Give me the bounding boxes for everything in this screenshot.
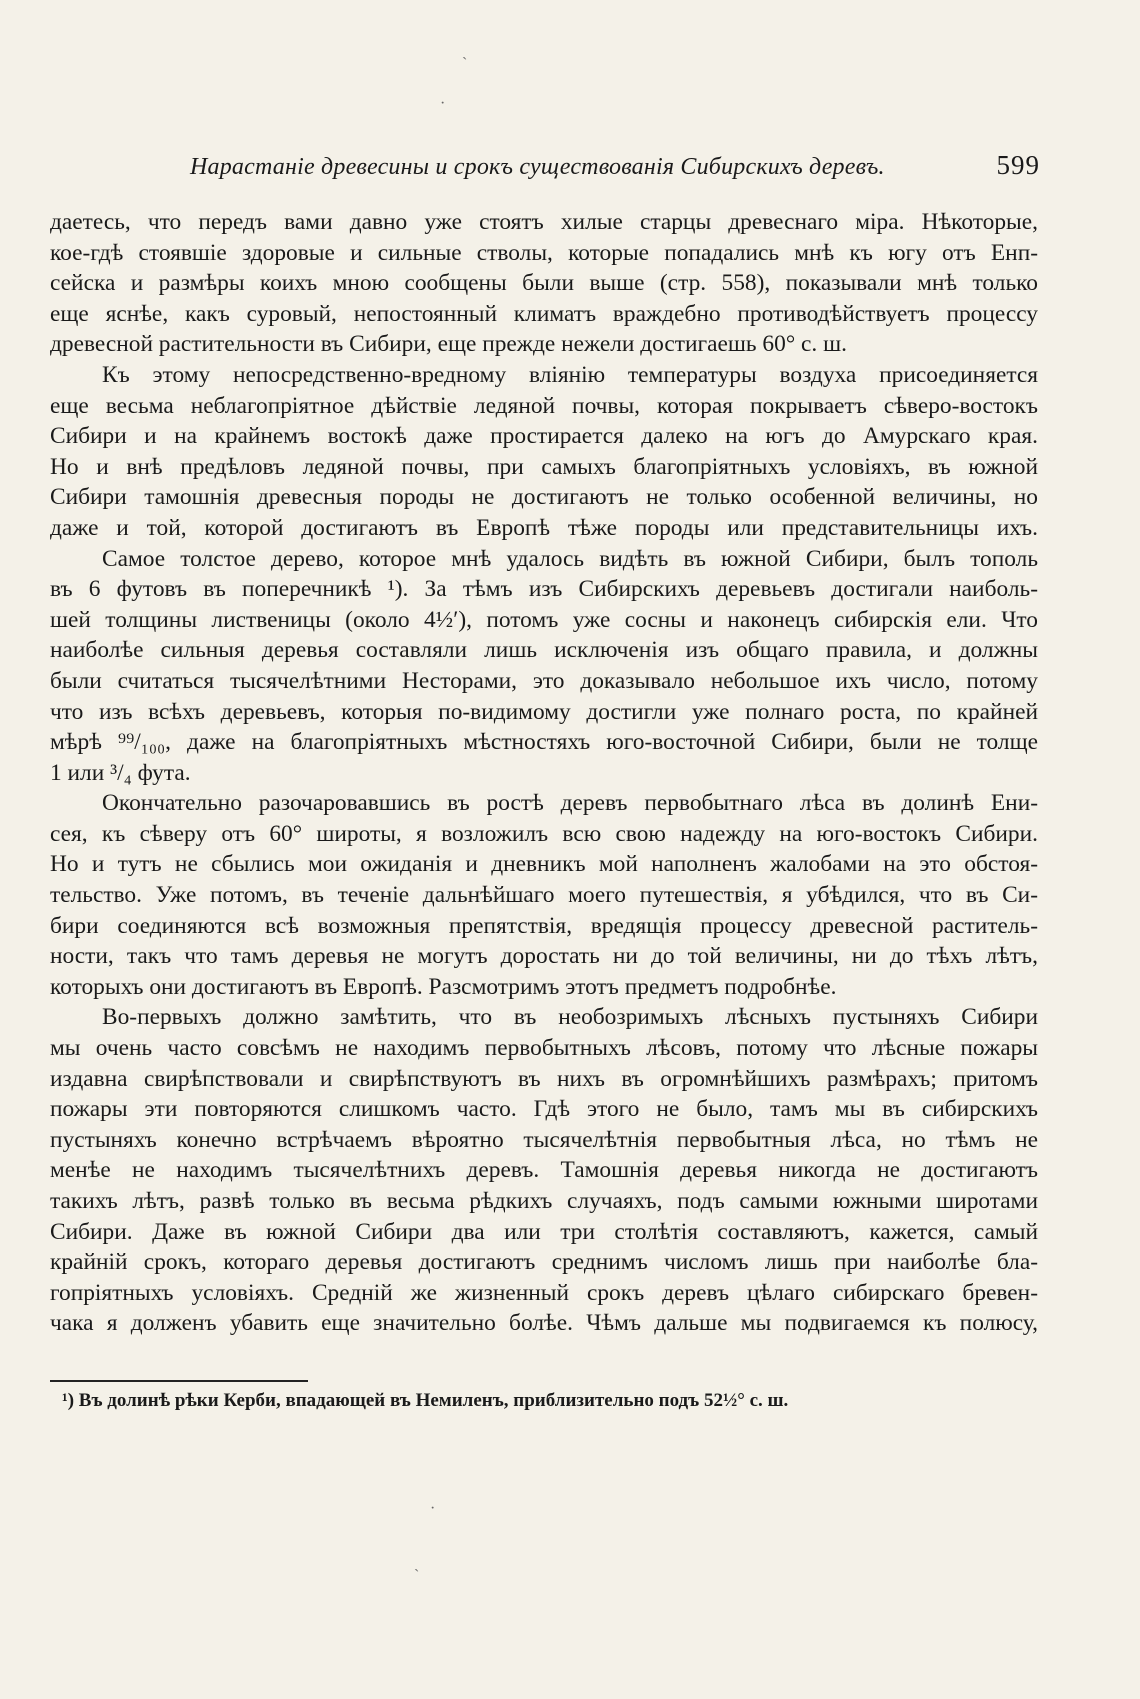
text-line: даетесь, что передъ вами давно уже стоятъ хилые старцы древеснаго міра. Нѣкоторые, xyxy=(50,209,1038,235)
text-line: Но и тутъ не сбылись мои ожиданія и дневникъ мой наполненъ жалобами на это обстоя- xyxy=(50,851,1038,878)
text-line: пустыняхъ конечно встрѣчаемъ вѣроятно тысячелѣтнія первобытныя лѣса, но тѣмъ не xyxy=(50,1126,1038,1153)
running-title: Нарастаніе древесины и срокъ существованія Сибирскихъ деревъ. xyxy=(190,154,885,180)
text-line: Сибири. Даже въ южной Сибири два или три столѣтія составляютъ, кажется, самый xyxy=(50,1218,1038,1245)
text-line: менѣе не находимъ тысячелѣтнихъ деревъ. Тамошнія деревья никогда не достигаютъ xyxy=(50,1157,1038,1184)
paragraph-first-line: Самое толстое дерево, которое мнѣ удалось видѣть въ южной Сибири, былъ тополь xyxy=(102,545,1038,572)
page-header xyxy=(50,150,1040,190)
text-line: мы очень часто совсѣмъ не находимъ первобытныхъ лѣсовъ, потому что лѣсные пожары xyxy=(50,1035,1038,1062)
text-line: Но и внѣ предѣловъ ледяной почвы, при самыхъ благопріятныхъ условіяхъ, въ южной xyxy=(50,453,1038,480)
text-line: ности, такъ что тамъ деревья не могутъ доростать ни до той величины, ни до тѣхъ лѣтъ, xyxy=(50,943,1038,970)
text-line: даже и той, которой достигаютъ въ Европѣ тѣже породы или представительницы ихъ. xyxy=(50,514,1038,541)
text-line: кое-гдѣ стоявшіе здоровые и сильные стволы, которые попадались мнѣ къ югу отъ Енп- xyxy=(50,239,1038,266)
text-line: которыхъ они достигаютъ въ Европѣ. Разсмотримъ этотъ предметъ подробнѣе. xyxy=(50,973,837,1000)
text-line: 1 или ³/₄ фута. xyxy=(50,759,191,786)
text-line: сейска и размѣры коихъ мною сообщены были выше (стр. 558), показывали мнѣ только xyxy=(50,270,1038,297)
paragraph-first-line: Къ этому непосредственно-вредному вліянію температуры воздуха присоединяется xyxy=(102,361,1038,388)
scan-speck: ˴ xyxy=(462,48,468,65)
text-line: мѣрѣ ⁹⁹/₁₀₀, даже на благопріятныхъ мѣстностяхъ юго-восточной Сибири, были не толще xyxy=(50,729,1038,756)
scan-speck: ˴ xyxy=(414,1560,420,1577)
text-line: были считаться тысячелѣтними Несторами, это доказывало небольшое ихъ число, потому xyxy=(50,667,1038,694)
text-line: пожары эти повторяются слишкомъ часто. Гдѣ этого не было, тамъ мы въ сибирскихъ xyxy=(50,1096,1038,1123)
text-line: бири соединяются всѣ возможныя препятствія, вредящія процессу древесной раститель- xyxy=(50,912,1038,939)
scan-speck: · xyxy=(440,95,446,112)
text-line: въ 6 футовъ въ поперечникѣ ¹). За тѣмъ изъ Сибирскихъ деревьевъ достигали наиболь- xyxy=(50,576,1038,603)
text-line: наиболѣе сильныя деревья составляли лишь исключенія изъ общаго правила, и должны xyxy=(50,637,1038,664)
text-line: еще яснѣе, какъ суровый, непостоянный климатъ враждебно противодѣйствуетъ процессу xyxy=(50,300,1038,327)
text-line: сея, къ сѣверу отъ 60° широты, я возложилъ всю свою надежду на юго-востокъ Сибири. xyxy=(50,820,1038,847)
text-line: еще весьма неблагопріятное дѣйствіе ледяной почвы, которая покрываетъ сѣверо-востокъ xyxy=(50,392,1038,419)
footnote-divider xyxy=(50,1380,308,1382)
scan-speck: · xyxy=(430,1500,436,1517)
footnote: ¹) Въ долинѣ рѣки Керби, впадающей въ Немиленъ, приблизительно подъ 52½° с. ш. xyxy=(62,1390,789,1411)
text-line: Сибири и на крайнемъ востокѣ даже простирается далеко на югъ до Амурскаго края. xyxy=(50,423,1038,450)
text-line: чака я долженъ убавить еще значительно болѣе. Чѣмъ дальше мы подвигаемся къ полюсу, xyxy=(50,1310,1038,1337)
text-line: такихъ лѣтъ, развѣ только въ весьма рѣдкихъ случаяхъ, подъ самыми южными широтами xyxy=(50,1188,1038,1214)
paragraph-first-line: Окончательно разочаровавшись въ ростѣ деревъ первобытнаго лѣса въ долинѣ Ени- xyxy=(102,790,1038,817)
text-line: издавна свирѣпствовали и свирѣпствуютъ въ нихъ въ огромнѣйшихъ размѣрахъ; притомъ xyxy=(50,1065,1038,1092)
text-line: крайній срокъ, котораго деревья достигаютъ среднимъ числомъ лишь при наиболѣе бла- xyxy=(50,1249,1038,1276)
body-text xyxy=(50,207,1038,1339)
text-line: что изъ всѣхъ деревьевъ, которыя по-видимому достигли уже полнаго роста, по крайней xyxy=(50,698,1038,725)
text-line: гопріятныхъ условіяхъ. Средній же жизненный срокъ деревъ цѣлаго сибирскаго бревен- xyxy=(50,1279,1038,1306)
text-line: древесной растительности въ Сибири, еще прежде нежели достигаешь 60° с. ш. xyxy=(50,331,847,358)
text-line: тельство. Уже потомъ, въ теченіе дальнѣйшаго моего путешествія, я убѣдился, что въ Си- xyxy=(50,882,1038,909)
text-line: шей толщины лиственицы (около 4½′), потомъ уже сосны и наконецъ сибирскія ели. Что xyxy=(50,606,1038,633)
page-number: 599 xyxy=(996,150,1040,180)
text-line: Сибири тамошнія древесныя породы не достигаютъ не только особенной величины, но xyxy=(50,484,1038,511)
paragraph-first-line: Во-первыхъ должно замѣтить, что въ необозримыхъ лѣсныхъ пустыняхъ Сибири xyxy=(102,1004,1038,1031)
